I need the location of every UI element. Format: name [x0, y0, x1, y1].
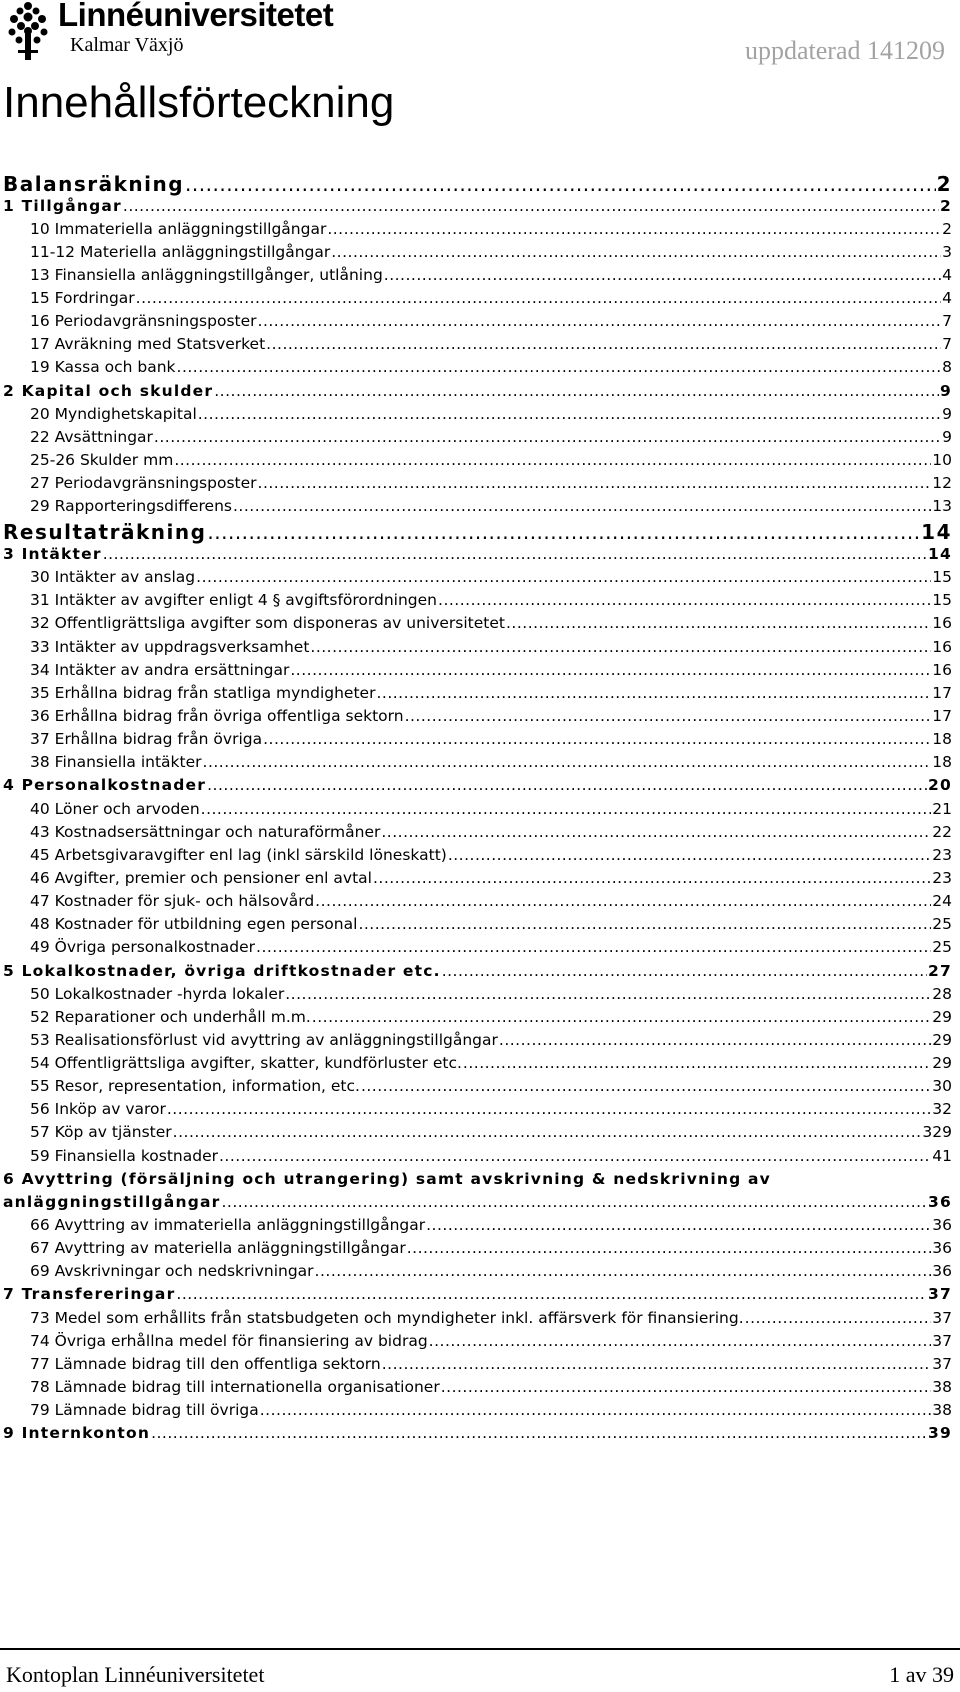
toc-entry-page: 9 — [942, 427, 952, 446]
toc-entry-label: 20 Myndighetskapital — [30, 404, 197, 423]
toc-leader-dots — [207, 520, 920, 544]
toc-entry[interactable] — [0, 220, 960, 243]
toc-entry-page: 38 — [932, 1378, 952, 1397]
toc-leader-dots — [123, 197, 939, 215]
toc-entry[interactable] — [0, 358, 960, 381]
toc-entry[interactable] — [0, 172, 960, 197]
toc-entry-label: 79 Lämnade bidrag till övriga — [30, 1401, 259, 1420]
toc-entry[interactable] — [0, 335, 960, 358]
toc-leader-dots — [214, 382, 939, 400]
toc-entry-label: 52 Reparationer och underhåll m.m. — [30, 1007, 311, 1026]
toc-leader-dots — [167, 1100, 931, 1118]
toc-entry-label: 69 Avskrivningar och nedskrivningar — [30, 1262, 314, 1281]
toc-entry-label: 29 Rapporteringsdifferens — [30, 497, 232, 516]
toc-entry[interactable] — [0, 1262, 960, 1285]
toc-entry-label: 35 Erhållna bidrag från statliga myndigheter — [30, 683, 376, 702]
toc-entry[interactable] — [0, 1054, 960, 1077]
toc-entry-page: 36 — [932, 1262, 952, 1281]
toc-entry-label: 78 Lämnade bidrag till internationella organisationer — [30, 1378, 440, 1397]
toc-entry-page: 16 — [932, 637, 952, 656]
toc-entry-page: 39 — [928, 1424, 952, 1443]
toc-entry-page: 16 — [932, 660, 952, 679]
toc-entry-page: 24 — [932, 892, 952, 911]
university-logo-icon — [4, 0, 52, 62]
toc-entry-label: 32 Offentligrättsliga avgifter som disponeras av universitetet — [30, 614, 505, 633]
toc-entry[interactable] — [0, 985, 960, 1008]
toc-leader-dots — [381, 823, 931, 841]
toc-entry-page: 27 — [928, 961, 952, 980]
toc-entry[interactable] — [0, 1332, 960, 1355]
university-name: Linnéuniversitetet — [58, 0, 334, 33]
toc-entry-page: 14 — [928, 544, 952, 563]
toc-entry[interactable] — [0, 823, 960, 846]
toc-entry-label: 22 Avsättningar — [30, 427, 153, 446]
toc-entry[interactable] — [0, 1170, 960, 1193]
toc-entry[interactable] — [0, 776, 960, 799]
toc-entry[interactable] — [0, 289, 960, 312]
toc-entry-page: 28 — [932, 984, 952, 1003]
toc-entry-label: Balansräkning — [3, 172, 185, 196]
toc-entry-page: 2 — [942, 219, 952, 238]
toc-entry-page: 9 — [940, 381, 952, 400]
toc-entry-page: 10 — [932, 451, 952, 470]
toc-entry-label: 45 Arbetsgivaravgifter enl lag (inkl särskild löneskatt) — [30, 845, 447, 864]
toc-entry[interactable] — [0, 1193, 960, 1216]
toc-leader-dots — [201, 800, 932, 818]
toc-entry-label: 50 Lokalkostnader -hyrda lokaler — [30, 984, 285, 1003]
toc-entry-label: 10 Immateriella anläggningstillgångar — [30, 219, 327, 238]
toc-entry-label: 59 Finansiella kostnader — [30, 1146, 218, 1165]
toc-entry[interactable] — [0, 661, 960, 684]
toc-entry-page: 7 — [942, 335, 952, 354]
toc-entry[interactable] — [0, 1355, 960, 1378]
toc-entry-label: 3 Intäkter — [3, 544, 102, 563]
toc-entry-page: 37 — [928, 1285, 952, 1304]
toc-entry-page: 16 — [932, 614, 952, 633]
toc-entry-page: 8 — [942, 358, 952, 377]
toc-entry-page: 18 — [932, 730, 952, 749]
toc-entry-label: 43 Kostnadsersättningar och naturaförmåner — [30, 822, 381, 841]
toc-entry[interactable] — [0, 312, 960, 335]
toc-leader-dots — [405, 707, 932, 725]
toc-entry-label: 17 Avräkning med Statsverket — [30, 335, 266, 354]
toc-entry-page: 4 — [942, 289, 952, 308]
toc-entry[interactable] — [0, 520, 960, 545]
toc-entry[interactable] — [0, 892, 960, 915]
toc-leader-dots — [258, 312, 942, 330]
toc-leader-dots — [198, 405, 941, 423]
toc-entry-page: 32 — [932, 1100, 952, 1119]
toc-entry[interactable] — [0, 869, 960, 892]
toc-entry[interactable] — [0, 1077, 960, 1100]
toc-entry-page: 13 — [932, 497, 952, 516]
toc-entry-page: 15 — [932, 591, 952, 610]
toc-entry-page: 25 — [932, 915, 952, 934]
toc-entry-page: 29 — [932, 1007, 952, 1026]
toc-leader-dots — [154, 428, 941, 446]
toc-entry-label: 53 Realisationsförlust vid avyttring av anläggningstillgångar — [30, 1030, 498, 1049]
toc-entry-page: 38 — [932, 1401, 952, 1420]
toc-entry[interactable] — [0, 1100, 960, 1123]
toc-entry-page: 2 — [936, 172, 952, 196]
page-title: Innehållsförteckning — [3, 78, 395, 127]
toc-entry-label: 37 Erhållna bidrag från övriga — [30, 730, 263, 749]
toc-entry-label: 34 Intäkter av andra ersättningar — [30, 660, 290, 679]
toc-leader-dots — [373, 869, 931, 887]
footer-document-name: Kontoplan Linnéuniversitetet — [6, 1662, 265, 1687]
toc-leader-dots — [315, 892, 931, 910]
toc-entry-page: 14 — [921, 520, 952, 545]
toc-entry[interactable] — [0, 1401, 960, 1424]
toc-entry[interactable] — [0, 568, 960, 591]
toc-entry[interactable] — [0, 1309, 960, 1332]
toc-entry[interactable] — [0, 846, 960, 869]
toc-entry-page: 37 — [932, 1354, 952, 1373]
toc-entry-label: 67 Avyttring av materiella anläggningstillgångar — [30, 1239, 406, 1258]
toc-leader-dots — [463, 1054, 931, 1072]
toc-entry-label: 55 Resor, representation, information, etc. — [30, 1077, 360, 1096]
toc-leader-dots — [136, 289, 941, 307]
toc-entry-label: 7 Transfereringar — [3, 1285, 176, 1304]
toc-entry-page: 21 — [932, 799, 952, 818]
toc-leader-dots — [290, 661, 931, 679]
toc-leader-dots — [256, 938, 931, 956]
toc-entry-label: 9 Internkonton — [3, 1424, 151, 1443]
toc-entry[interactable] — [0, 197, 960, 220]
toc-entry-label: 1 Tillgångar — [3, 196, 122, 215]
toc-entry-page: 12 — [932, 474, 952, 493]
toc-leader-dots — [441, 1378, 932, 1396]
toc-entry[interactable] — [0, 915, 960, 938]
toc-entry[interactable] — [0, 753, 960, 776]
toc-leader-dots — [315, 1262, 932, 1280]
toc-leader-dots — [361, 1077, 931, 1095]
toc-leader-dots — [176, 1285, 927, 1303]
toc-entry-page: 7 — [942, 312, 952, 331]
toc-entry-label: 19 Kassa och bank — [30, 358, 176, 377]
toc-entry-page: 23 — [932, 868, 952, 887]
toc-entry[interactable] — [0, 474, 960, 497]
toc-leader-dots — [438, 591, 931, 609]
toc-entry-label: 56 Inköp av varor — [30, 1100, 166, 1119]
toc-entry[interactable] — [0, 938, 960, 961]
toc-entry-label: 66 Avyttring av immateriella anläggningstillgångar — [30, 1216, 426, 1235]
toc-entry[interactable] — [0, 1424, 960, 1447]
toc-leader-dots — [426, 1216, 931, 1234]
toc-entry-page: 41 — [932, 1146, 952, 1165]
toc-leader-dots — [219, 1147, 931, 1165]
toc-entry[interactable] — [0, 684, 960, 707]
toc-entry-label: 73 Medel som erhållits från statsbudgeten och myndigheter inkl. affärsverk för finansiering. — [30, 1308, 744, 1327]
toc-entry-page: 4 — [942, 265, 952, 284]
toc-entry-label: Resultaträkning — [3, 520, 207, 545]
toc-entry-page: 29 — [932, 1054, 952, 1073]
toc-leader-dots — [222, 1193, 928, 1211]
toc-entry-page: 9 — [942, 404, 952, 423]
toc-entry-label: 38 Finansiella intäkter — [30, 753, 202, 772]
toc-leader-dots — [745, 1309, 932, 1327]
toc-leader-dots — [196, 568, 931, 586]
toc-entry-label: 47 Kostnader för sjuk- och hälsovård — [30, 892, 315, 911]
toc-entry[interactable] — [0, 545, 960, 568]
toc-entry[interactable] — [0, 1008, 960, 1031]
toc-entry[interactable] — [0, 428, 960, 451]
toc-entry-page: 18 — [932, 753, 952, 772]
toc-leader-dots — [103, 545, 927, 563]
toc-leader-dots — [185, 172, 936, 196]
toc-leader-dots — [266, 335, 941, 353]
toc-entry-label: 30 Intäkter av anslag — [30, 568, 196, 587]
toc-leader-dots — [312, 1008, 931, 1026]
toc-entry[interactable] — [0, 1285, 960, 1308]
toc-leader-dots — [331, 243, 941, 261]
toc-entry-label: 40 Löner och arvoden — [30, 799, 200, 818]
toc-leader-dots — [384, 266, 941, 284]
toc-entry[interactable] — [0, 962, 960, 985]
toc-leader-dots — [506, 614, 931, 632]
toc-leader-dots — [499, 1031, 931, 1049]
university-campuses: Kalmar Växjö — [70, 34, 184, 56]
toc-entry-label: 16 Periodavgränsningsposter — [30, 312, 257, 331]
toc-entry[interactable] — [0, 243, 960, 266]
table-of-contents — [0, 172, 960, 1447]
toc-entry[interactable] — [0, 591, 960, 614]
toc-leader-dots — [258, 474, 932, 492]
toc-entry[interactable] — [0, 730, 960, 753]
toc-entry-label: 4 Personalkostnader — [3, 776, 207, 795]
toc-entry-page: 2 — [940, 196, 952, 215]
toc-entry-page: 17 — [932, 683, 952, 702]
toc-entry-label: 6 Avyttring (försäljning och utrangering) samt avskrivning & nedskrivning av — [3, 1169, 771, 1188]
toc-entry[interactable] — [0, 451, 960, 474]
toc-entry-page: 36 — [928, 1192, 952, 1211]
toc-leader-dots — [285, 985, 931, 1003]
toc-entry-page: 22 — [932, 822, 952, 841]
toc-entry[interactable] — [0, 614, 960, 637]
toc-leader-dots — [263, 730, 931, 748]
toc-entry[interactable] — [0, 1216, 960, 1239]
toc-leader-dots — [151, 1424, 927, 1442]
toc-entry-label: 31 Intäkter av avgifter enligt 4 § avgiftsförordningen — [30, 591, 438, 610]
toc-entry-label: 74 Övriga erhållna medel för finansiering av bidrag — [30, 1331, 428, 1350]
toc-entry[interactable] — [0, 1147, 960, 1170]
toc-entry-label: 48 Kostnader för utbildning egen personal — [30, 915, 358, 934]
toc-entry-page: 37 — [932, 1308, 952, 1327]
toc-entry[interactable] — [0, 382, 960, 405]
toc-leader-dots — [174, 451, 931, 469]
toc-leader-dots — [260, 1401, 932, 1419]
page-footer — [0, 1648, 960, 1692]
toc-leader-dots — [442, 962, 927, 980]
toc-entry-page: 29 — [932, 1030, 952, 1049]
toc-entry-page: 25 — [932, 938, 952, 957]
toc-entry[interactable] — [0, 638, 960, 661]
footer-page-number: 1 av 39 — [889, 1662, 954, 1687]
toc-entry-page: 15 — [932, 568, 952, 587]
toc-leader-dots — [327, 220, 941, 238]
toc-leader-dots — [173, 1123, 922, 1141]
toc-entry-page: 329 — [922, 1123, 952, 1142]
toc-entry-page: 20 — [928, 776, 952, 795]
toc-entry[interactable] — [0, 405, 960, 428]
toc-entry-label: 46 Avgifter, premier och pensioner enl avtal — [30, 868, 372, 887]
toc-leader-dots — [177, 358, 942, 376]
toc-leader-dots — [376, 684, 931, 702]
toc-entry-label: 49 Övriga personalkostnader — [30, 938, 256, 957]
toc-leader-dots — [407, 1239, 932, 1257]
toc-entry-label: 54 Offentligrättsliga avgifter, skatter, kundförluster etc. — [30, 1054, 462, 1073]
toc-entry-label: anläggningstillgångar — [3, 1192, 221, 1211]
toc-entry-page: 30 — [932, 1077, 952, 1096]
toc-entry[interactable] — [0, 1239, 960, 1262]
toc-entry-page: 3 — [942, 242, 952, 261]
toc-entry[interactable] — [0, 266, 960, 289]
toc-entry-page: 36 — [932, 1239, 952, 1258]
toc-entry[interactable] — [0, 1031, 960, 1054]
toc-entry-page: 23 — [932, 845, 952, 864]
page-header — [0, 0, 960, 70]
toc-entry-label: 57 Köp av tjänster — [30, 1123, 172, 1142]
toc-entry-label: 2 Kapital och skulder — [3, 381, 214, 400]
toc-entry[interactable] — [0, 800, 960, 823]
toc-leader-dots — [233, 497, 931, 515]
toc-entry-label: 15 Fordringar — [30, 289, 135, 308]
toc-entry-label: 27 Periodavgränsningsposter — [30, 474, 257, 493]
toc-entry-label: 77 Lämnade bidrag till den offentliga sektorn — [30, 1354, 381, 1373]
toc-entry-label: 36 Erhållna bidrag från övriga offentliga sektorn — [30, 706, 404, 725]
toc-entry-page: 37 — [932, 1331, 952, 1350]
toc-entry[interactable] — [0, 1123, 960, 1146]
toc-entry[interactable] — [0, 1378, 960, 1401]
toc-entry-label: 33 Intäkter av uppdragsverksamhet — [30, 637, 310, 656]
toc-leader-dots — [448, 846, 931, 864]
toc-leader-dots — [207, 776, 927, 794]
toc-leader-dots — [358, 915, 931, 933]
toc-entry-label: 5 Lokalkostnader, övriga driftkostnader etc. — [3, 961, 441, 980]
toc-entry[interactable] — [0, 497, 960, 520]
toc-leader-dots — [382, 1355, 932, 1373]
toc-entry-page: 17 — [932, 706, 952, 725]
updated-date: uppdaterad 141209 — [744, 36, 945, 65]
toc-leader-dots — [203, 753, 932, 771]
toc-entry[interactable] — [0, 707, 960, 730]
toc-leader-dots — [310, 638, 931, 656]
toc-entry-label: 13 Finansiella anläggningstillgånger, utlåning — [30, 265, 383, 284]
toc-entry-label: 11-12 Materiella anläggningstillgångar — [30, 242, 331, 261]
toc-entry-page: 36 — [932, 1216, 952, 1235]
toc-leader-dots — [429, 1332, 932, 1350]
toc-entry-label: 25-26 Skulder mm — [30, 451, 174, 470]
